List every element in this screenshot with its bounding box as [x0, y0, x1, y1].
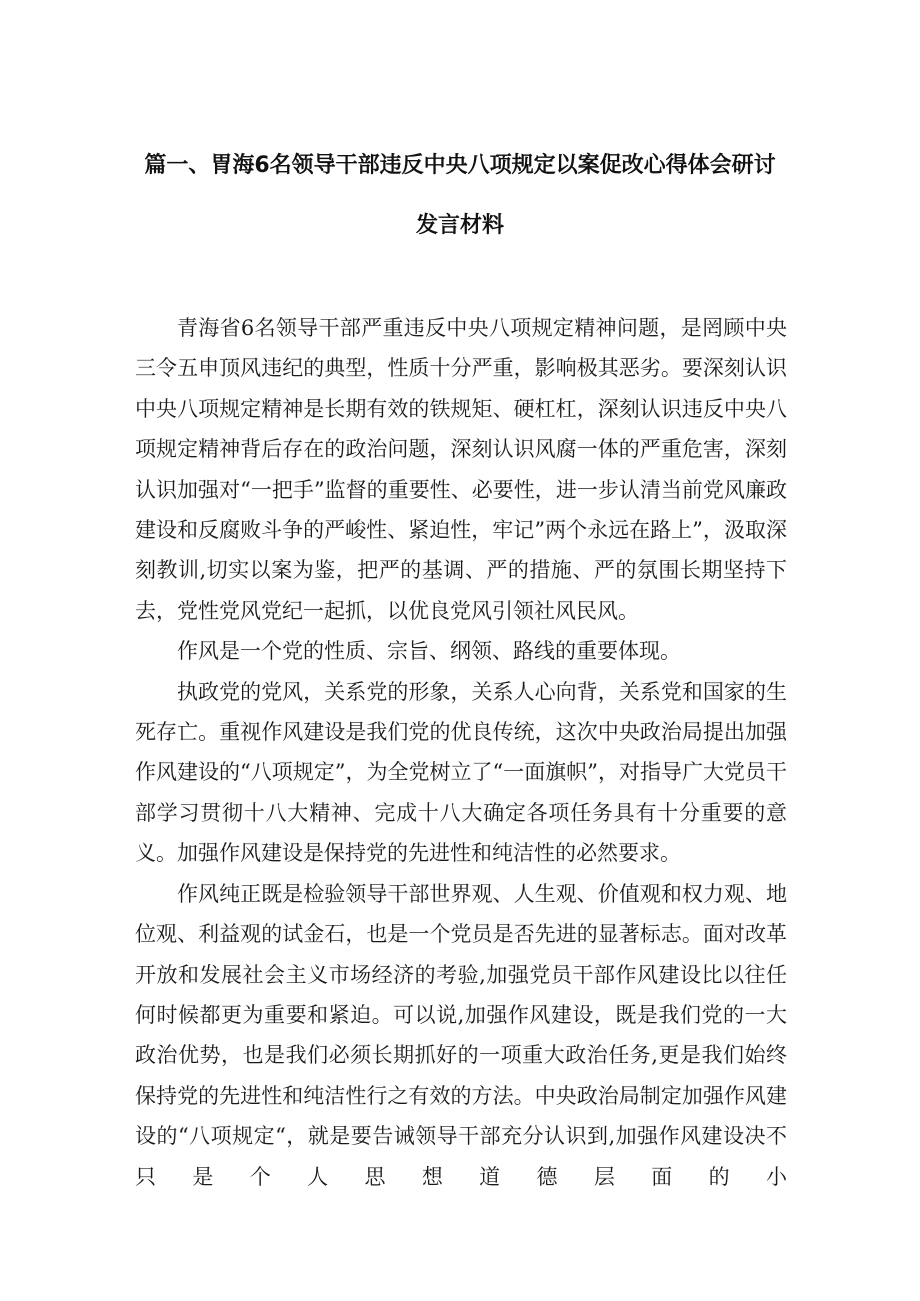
paragraph-4: 作风纯正既是检验领导干部世界观、人生观、价值观和权力观、地位观、利益观的试金石，也是一个党员是否先进的显著标志。面对改革开放和发展社会主义市场经济的考验,加强党员干部作风建设比以往任何时候都更为重要和紧迫。可以说,加强作风建设，既是我们党的一大政治优势，也是我们必须长期抓好的一项重大政治任务,更是我们始终保持党的先进性和纯洁性行之有效的方法。中央政治局制定加强作风建设的“八项规定“，就是要告诫领导干部充分认识到,加强作风建设决不只是个人思想道德层面的小: [135, 881, 787, 1189]
paragraph-3: 执政党的党风，关系党的形象，关系人心向背，关系党和国家的生死存亡。重视作风建设是我们党的优良传统，这次中央政治局提出加强作风建设的“八项规定”，为全党树立了“一面旗帜”，对指导广大党员干部学习贯彻十八大精神、完成十八大确定各项任务具有十分重要的意义。加强作风建设是保持党的先进性和纯洁性的必然要求。: [135, 679, 787, 866]
document-body: [135, 308, 787, 1197]
document-title-line-1: 篇一、胃海6名领导干部违反中央八项规定以案促改心得体会研讨: [144, 153, 776, 178]
paragraph-2: 作风是一个党的性质、宗旨、纲领、路线的重要体现。: [177, 639, 681, 664]
document-title-line-2: 发言材料: [415, 213, 504, 238]
paragraph-1: 青海省6名领导干部严重违反中央八项规定精神问题，是罔顾中央三令五申顶风违纪的典型，性质十分严重，影响极其恶劣。要深刻认识中央八项规定精神是长期有效的铁规矩、硬杠杠，深刻认识违反中央八项规定精神背后存在的政治问题，深刻认识风腐一体的严重危害，深刻认识加强对“一把手”监督的重要性、必要性，进一步认清当前党风廉政建设和反腐败斗争的严峻性、紧迫性，牢记”两个永远在路上”，汲取深刻教训,切实以案为鉴，把严的基调、严的措施、严的氛围长期坚持下去，党性党风党纪一起抓，以优良党风引领社风民风。: [135, 316, 787, 623]
